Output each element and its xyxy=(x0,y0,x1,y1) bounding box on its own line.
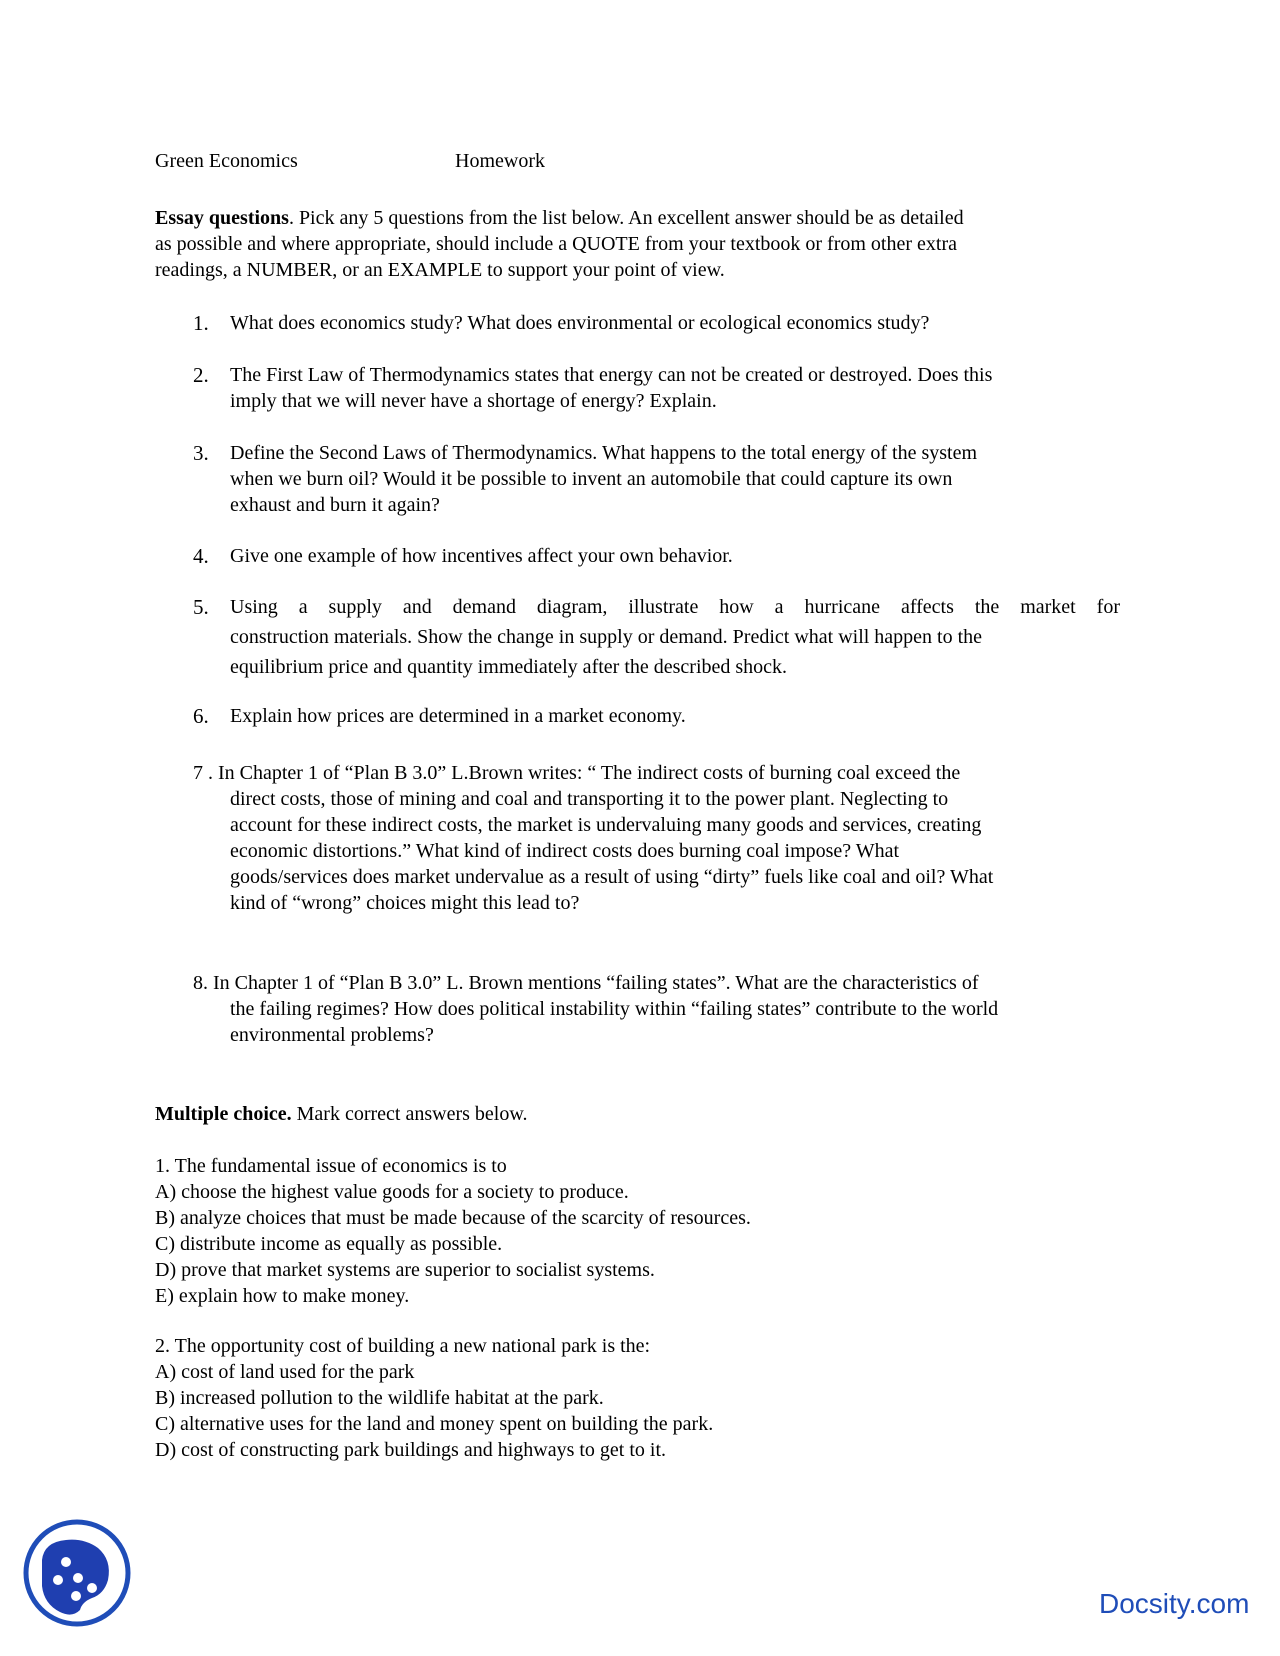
mc-question-1 xyxy=(155,1153,751,1309)
course-title: Green Economics xyxy=(155,150,298,172)
question-text: account for these indirect costs, the market is undervaluing many goods and services, creating xyxy=(230,814,982,836)
question-text: kind of “wrong” choices might this lead to? xyxy=(230,892,580,914)
question-text: Explain how prices are determined in a market economy. xyxy=(230,705,686,727)
mc-option: C) alternative uses for the land and money spent on building the park. xyxy=(155,1413,714,1435)
mc-question-2 xyxy=(155,1333,713,1463)
essay-instructions xyxy=(155,205,1115,283)
question-text: the failing regimes? How does political instability within “failing states” contribute to the world xyxy=(230,998,999,1020)
question-text: The First Law of Thermodynamics states that energy can not be created or destroyed. Does this xyxy=(230,364,993,386)
docsity-brand-link[interactable]: Docsity.com xyxy=(1099,1588,1250,1619)
essay-heading: Essay questions xyxy=(155,207,289,229)
question-text: direct costs, those of mining and coal and transporting it to the power plant. Neglecting to xyxy=(230,788,949,810)
mc-option: C) distribute income as equally as possible. xyxy=(155,1233,503,1255)
instructions-line-3: readings, a NUMBER, or an EXAMPLE to support your point of view. xyxy=(155,259,725,281)
question-number: 4. xyxy=(193,544,209,568)
question-text: 8. In Chapter 1 of “Plan B 3.0” L. Brown mentions “failing states”. What are the characteristics of xyxy=(193,972,979,994)
question-text: goods/services does market undervalue as a result of using “dirty” fuels like coal and oil? What xyxy=(230,866,994,888)
question-text: environmental problems? xyxy=(230,1024,434,1046)
instructions-line-2: as possible and where appropriate, should include a QUOTE from your textbook or from other extra xyxy=(155,233,957,255)
instructions-line-1: . Pick any 5 questions from the list below. An excellent answer should be as detailed xyxy=(288,207,964,229)
mc-question-stem: 2. The opportunity cost of building a new national park is the: xyxy=(155,1335,651,1357)
question-text: construction materials. Show the change in supply or demand. Predict what will happen to the xyxy=(230,626,983,648)
question-number: 6. xyxy=(193,704,209,728)
question-text: equilibrium price and quantity immediately after the described shock. xyxy=(230,656,788,678)
question-text: exhaust and burn it again? xyxy=(230,494,440,516)
mc-option: A) cost of land used for the park xyxy=(155,1361,415,1383)
question-text: What does economics study? What does environmental or ecological economics study? xyxy=(230,312,930,334)
question-text: when we burn oil? Would it be possible to invent an automobile that could capture its own xyxy=(230,468,953,490)
mc-option: D) cost of constructing park buildings and highways to get to it. xyxy=(155,1439,667,1461)
mc-option: B) increased pollution to the wildlife habitat at the park. xyxy=(155,1387,604,1409)
mc-option: E) explain how to make money. xyxy=(155,1285,410,1307)
docsity-logo-icon[interactable] xyxy=(22,1518,132,1628)
question-text: Give one example of how incentives affect your own behavior. xyxy=(230,545,733,567)
question-number: 5. xyxy=(193,595,209,619)
mc-option: A) choose the highest value goods for a society to produce. xyxy=(155,1181,629,1203)
multiple-choice-heading: Multiple choice. Mark correct answers below. xyxy=(155,1103,528,1125)
question-text: Define the Second Laws of Thermodynamics. What happens to the total energy of the system xyxy=(230,442,978,464)
question-number: 3. xyxy=(193,441,209,465)
question-number: 2. xyxy=(193,363,209,387)
question-text: Using a supply and demand diagram, illustrate how a hurricane affects the market for xyxy=(230,596,1120,618)
mc-option: B) analyze choices that must be made because of the scarcity of resources. xyxy=(155,1207,751,1229)
mc-option: D) prove that market systems are superior to socialist systems. xyxy=(155,1259,655,1281)
question-text: 7 . In Chapter 1 of “Plan B 3.0” L.Brown writes: “ The indirect costs of burning coal exceed the xyxy=(193,762,961,784)
question-text: economic distortions.” What kind of indirect costs does burning coal impose? What xyxy=(230,840,900,862)
question-number: 1. xyxy=(193,311,209,335)
mc-question-stem: 1. The fundamental issue of economics is to xyxy=(155,1155,507,1177)
question-text: imply that we will never have a shortage of energy? Explain. xyxy=(230,390,717,412)
document-type: Homework xyxy=(455,150,545,172)
